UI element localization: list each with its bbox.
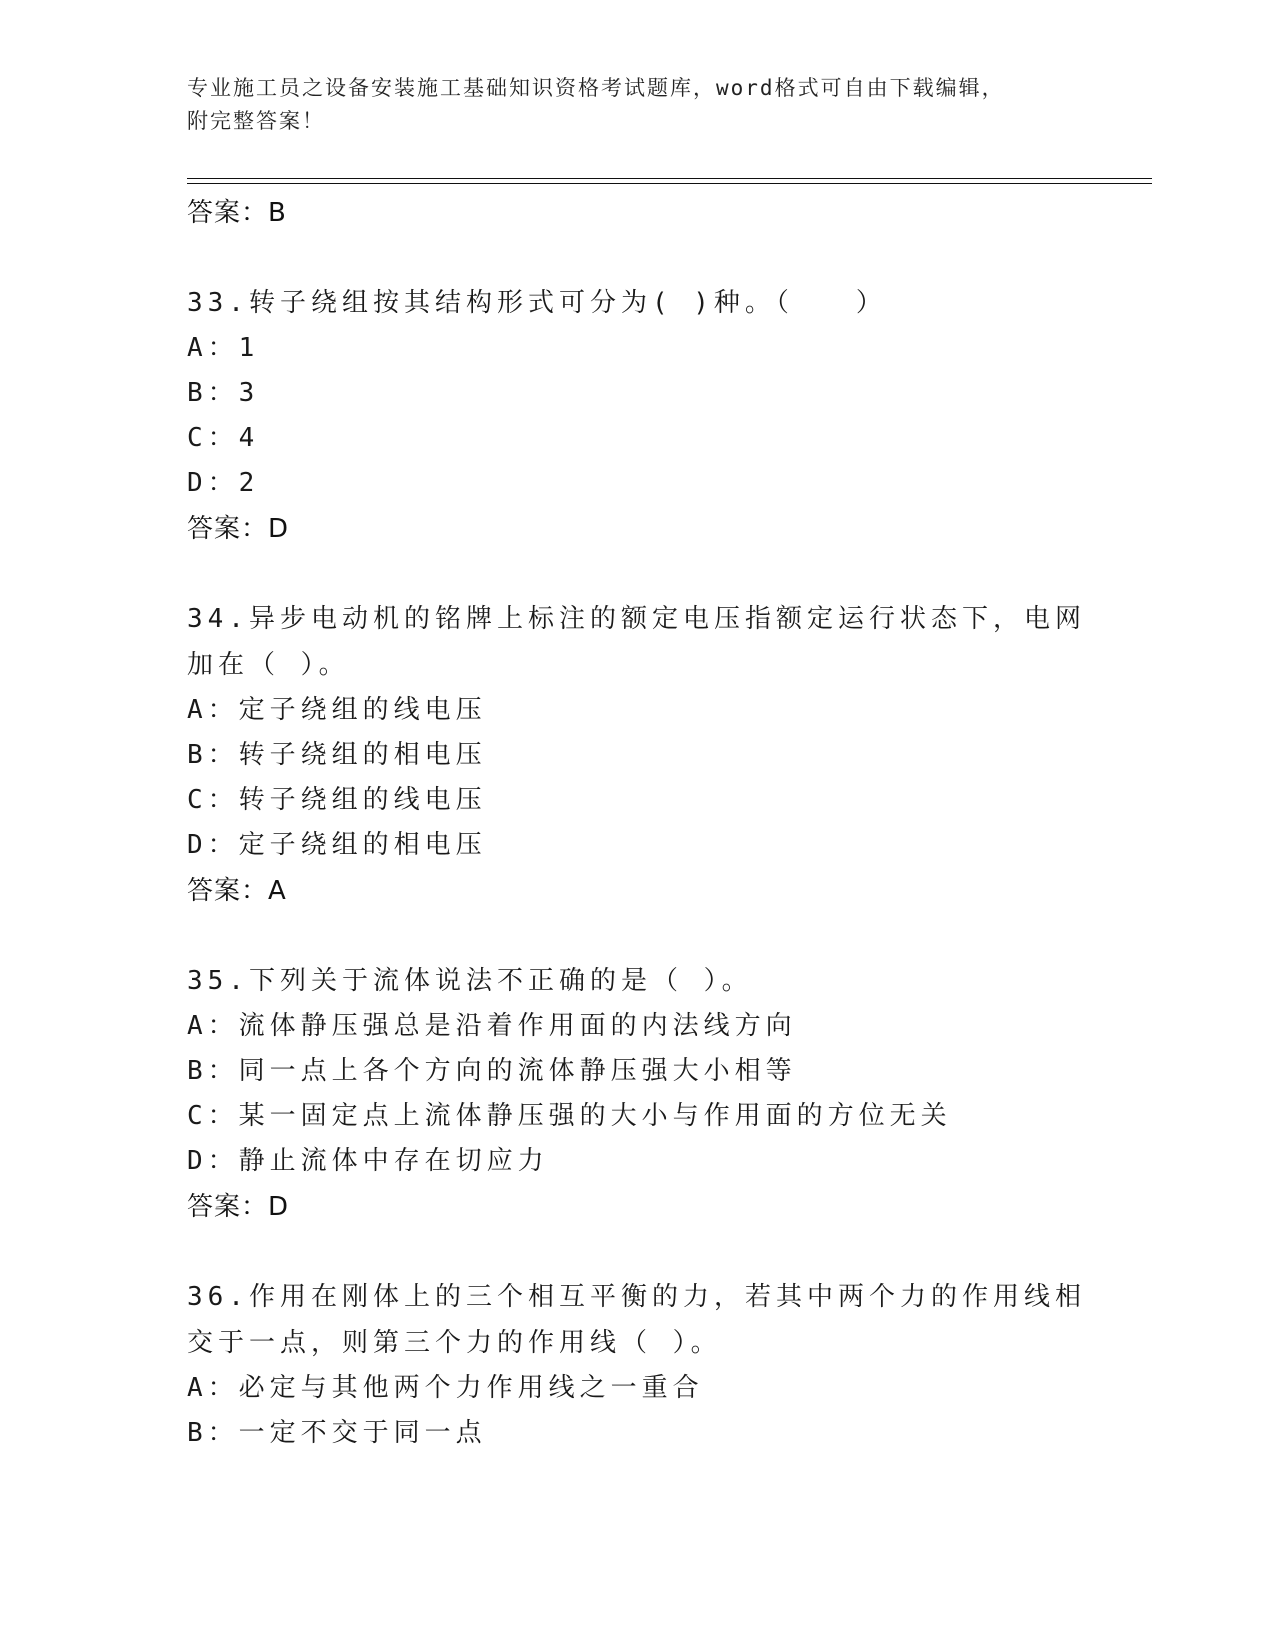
option-key: C： — [187, 785, 239, 815]
option-value: 一定不交于同一点 — [238, 1418, 487, 1448]
document-header — [187, 72, 1067, 138]
option-value: 定子绕组的相电压 — [238, 830, 487, 860]
option-value: 同一点上各个方向的流体静压强大小相等 — [238, 1056, 797, 1086]
option-c — [187, 416, 1087, 461]
option-key: C： — [187, 1101, 239, 1131]
question-33 — [187, 280, 1087, 552]
option-key: B： — [187, 1418, 239, 1448]
option-value: 定子绕组的线电压 — [238, 695, 487, 725]
header-line-1: 专业施工员之设备安装施工基础知识资格考试题库，word格式可自由下载编辑， — [187, 76, 1005, 100]
header-line-2: 附完整答案！ — [187, 109, 325, 133]
option-d — [187, 823, 1087, 868]
option-b — [187, 1411, 1087, 1456]
option-d — [187, 1139, 1087, 1184]
option-value: 静止流体中存在切应力 — [238, 1146, 549, 1176]
question-34 — [187, 596, 1087, 914]
option-value: 转子绕组的线电压 — [238, 785, 487, 815]
option-key: D： — [187, 1146, 239, 1176]
option-value: 某一固定点上流体静压强的大小与作用面的方位无关 — [238, 1101, 952, 1131]
previous-answer: 答案：B — [187, 198, 287, 228]
question-list — [187, 190, 1087, 1456]
option-key: B： — [187, 1056, 239, 1086]
option-value: 3 — [238, 378, 260, 408]
option-value: 转子绕组的相电压 — [238, 740, 487, 770]
answer-line: 答案：A — [187, 876, 287, 906]
option-a — [187, 688, 1087, 733]
option-key: D： — [187, 830, 239, 860]
option-d — [187, 461, 1087, 506]
option-value: 必定与其他两个力作用线之一重合 — [238, 1373, 704, 1403]
option-value: 1 — [238, 333, 260, 363]
option-c — [187, 1094, 1087, 1139]
question-text: 36.作用在刚体上的三个相互平衡的力，若其中两个力的作用线相交于一点，则第三个力的作用线（ ）。 — [187, 1282, 1086, 1358]
header-divider-top — [187, 178, 1152, 179]
answer-line: 答案：D — [187, 514, 290, 544]
option-key: A： — [187, 695, 239, 725]
option-key: A： — [187, 1011, 239, 1041]
option-value: 流体静压强总是沿着作用面的内法线方向 — [238, 1011, 797, 1041]
answer-line: 答案：D — [187, 1192, 290, 1222]
option-key: D： — [187, 468, 239, 498]
option-value: 2 — [238, 468, 260, 498]
header-divider-bottom — [187, 183, 1152, 184]
option-value: 4 — [238, 423, 260, 453]
question-35 — [187, 958, 1087, 1230]
question-text: 34.异步电动机的铭牌上标注的额定电压指额定运行状态下，电网加在（ ）。 — [187, 604, 1086, 680]
option-key: B： — [187, 740, 239, 770]
option-b — [187, 371, 1087, 416]
option-c — [187, 778, 1087, 823]
option-a — [187, 1366, 1087, 1411]
question-36 — [187, 1274, 1087, 1456]
option-b — [187, 1049, 1087, 1094]
option-key: A： — [187, 333, 239, 363]
option-key: B： — [187, 378, 239, 408]
option-a — [187, 1004, 1087, 1049]
option-key: C： — [187, 423, 239, 453]
question-text: 35.下列关于流体说法不正确的是（ ）。 — [187, 966, 753, 996]
question-text: 33.转子绕组按其结构形式可分为( )种。（ ） — [187, 288, 887, 318]
option-a — [187, 326, 1087, 371]
option-key: A： — [187, 1373, 239, 1403]
option-b — [187, 733, 1087, 778]
